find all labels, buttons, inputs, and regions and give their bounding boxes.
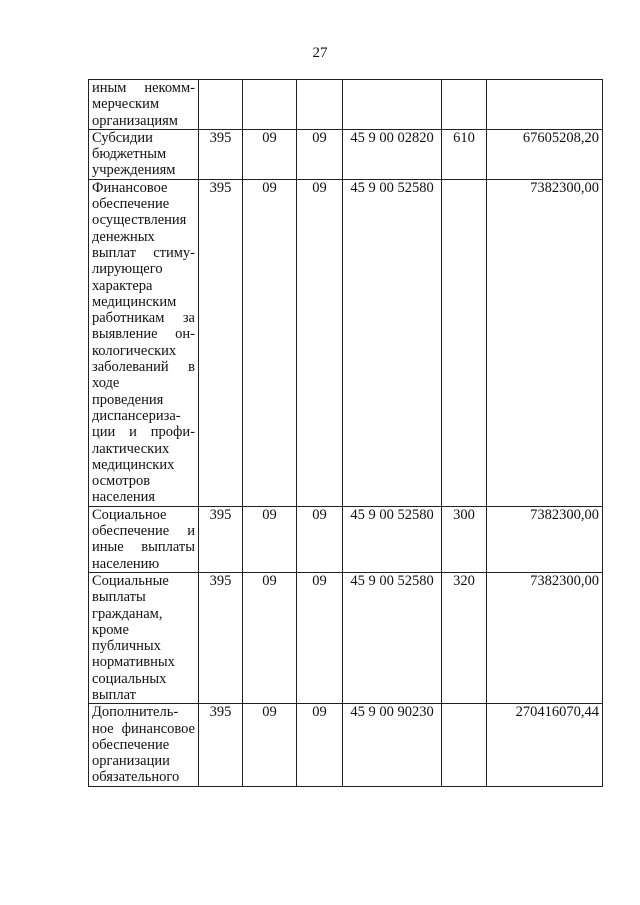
cell-section-code: 09 [243,179,297,506]
item-name-line: иные выплаты [92,539,195,556]
item-name-line: обеспечение [92,736,170,753]
cell-subsection-code: 09 [297,506,343,572]
item-name-line: Социальное [92,506,167,523]
page-number: 27 [312,45,328,61]
cell-item-name [89,506,199,572]
item-name-line: выплат стиму- [92,244,195,261]
item-name-line: осуществления [92,212,187,229]
item-name-line: диспансериза- [92,407,181,424]
item-name-line: учреждениям [92,162,176,179]
item-name-line: заболеваний в [92,359,195,376]
budget-table [88,79,603,787]
item-name-line: иным некомм- [92,80,195,96]
cell-expense-type-code [442,179,487,506]
cell-subsection-code: 09 [297,704,343,786]
cell-department-code [199,80,243,130]
table-row [89,506,603,572]
table-row [89,179,603,506]
cell-subsection-code: 09 [297,129,343,179]
item-name-line: нормативных [92,654,175,671]
cell-department-code: 395 [199,572,243,703]
item-name-line: организациям [92,112,178,129]
table-row [89,80,603,130]
cell-department-code: 395 [199,704,243,786]
item-name-line: выплат [92,686,136,703]
cell-expense-type-code: 300 [442,506,487,572]
cell-item-name [89,179,199,506]
table-row [89,704,603,786]
cell-section-code: 09 [243,704,297,786]
cell-expense-type-code [442,80,487,130]
cell-expense-type-code: 610 [442,129,487,179]
cell-department-code: 395 [199,506,243,572]
item-name-line: лактических [92,440,170,457]
cell-amount [487,80,603,130]
item-name-line: работникам за [92,310,195,327]
cell-section-code: 09 [243,129,297,179]
item-name-line: мерческим [92,96,160,113]
item-name-line: осмотров [92,473,151,490]
item-name-line: Дополнитель- [92,704,179,721]
item-name-line: ции и профи- [92,424,195,441]
table-row [89,572,603,703]
item-name-line: проведения [92,391,164,408]
cell-expense-type-code [442,704,487,786]
cell-target-article-code [343,80,442,130]
item-name-line: кроме [92,621,129,638]
cell-amount: 270416070,44 [487,704,603,786]
cell-section-code: 09 [243,506,297,572]
cell-item-name [89,129,199,179]
cell-subsection-code: 09 [297,572,343,703]
item-name-line: населения [92,489,156,506]
item-name-line: Финансовое [92,179,168,196]
item-name-line: ное финансовое [92,720,195,737]
item-name-line: выплаты [92,589,146,606]
cell-section-code: 09 [243,572,297,703]
cell-subsection-code [297,80,343,130]
cell-target-article-code: 45 9 00 52580 [343,572,442,703]
cell-amount: 7382300,00 [487,506,603,572]
item-name-line: медицинских [92,456,175,473]
cell-section-code [243,80,297,130]
item-name-line: обеспечение и [92,523,195,540]
item-name-line: населению [92,555,160,572]
item-name-line: денежных [92,228,155,245]
item-name-line: лирующего [92,261,163,278]
cell-target-article-code: 45 9 00 52580 [343,179,442,506]
cell-subsection-code: 09 [297,179,343,506]
item-name-line: ходе [92,375,120,392]
item-name-line: медицинским [92,293,177,310]
cell-target-article-code: 45 9 00 52580 [343,506,442,572]
item-name-line: социальных [92,670,167,687]
item-name-line: бюджетным [92,146,167,163]
cell-amount: 67605208,20 [487,129,603,179]
cell-expense-type-code: 320 [442,572,487,703]
cell-department-code: 395 [199,129,243,179]
item-name-line: кологических [92,342,177,359]
item-name-line: публичных [92,638,161,655]
item-name-line: характера [92,277,153,294]
item-name-line: Социальные [92,572,169,589]
item-name-line: гражданам, [92,605,163,622]
cell-item-name [89,572,199,703]
item-name-line: обязательного [92,769,180,786]
item-name-line: выявление он- [92,326,195,343]
cell-amount: 7382300,00 [487,572,603,703]
cell-target-article-code: 45 9 00 90230 [343,704,442,786]
budget-table-body [89,80,603,787]
item-name-line: организации [92,753,170,770]
cell-item-name [89,704,199,786]
table-row [89,129,603,179]
cell-amount: 7382300,00 [487,179,603,506]
item-name-line: Субсидии [92,129,153,146]
item-name-line: обеспечение [92,196,170,213]
cell-target-article-code: 45 9 00 02820 [343,129,442,179]
cell-item-name [89,80,199,130]
cell-department-code: 395 [199,179,243,506]
